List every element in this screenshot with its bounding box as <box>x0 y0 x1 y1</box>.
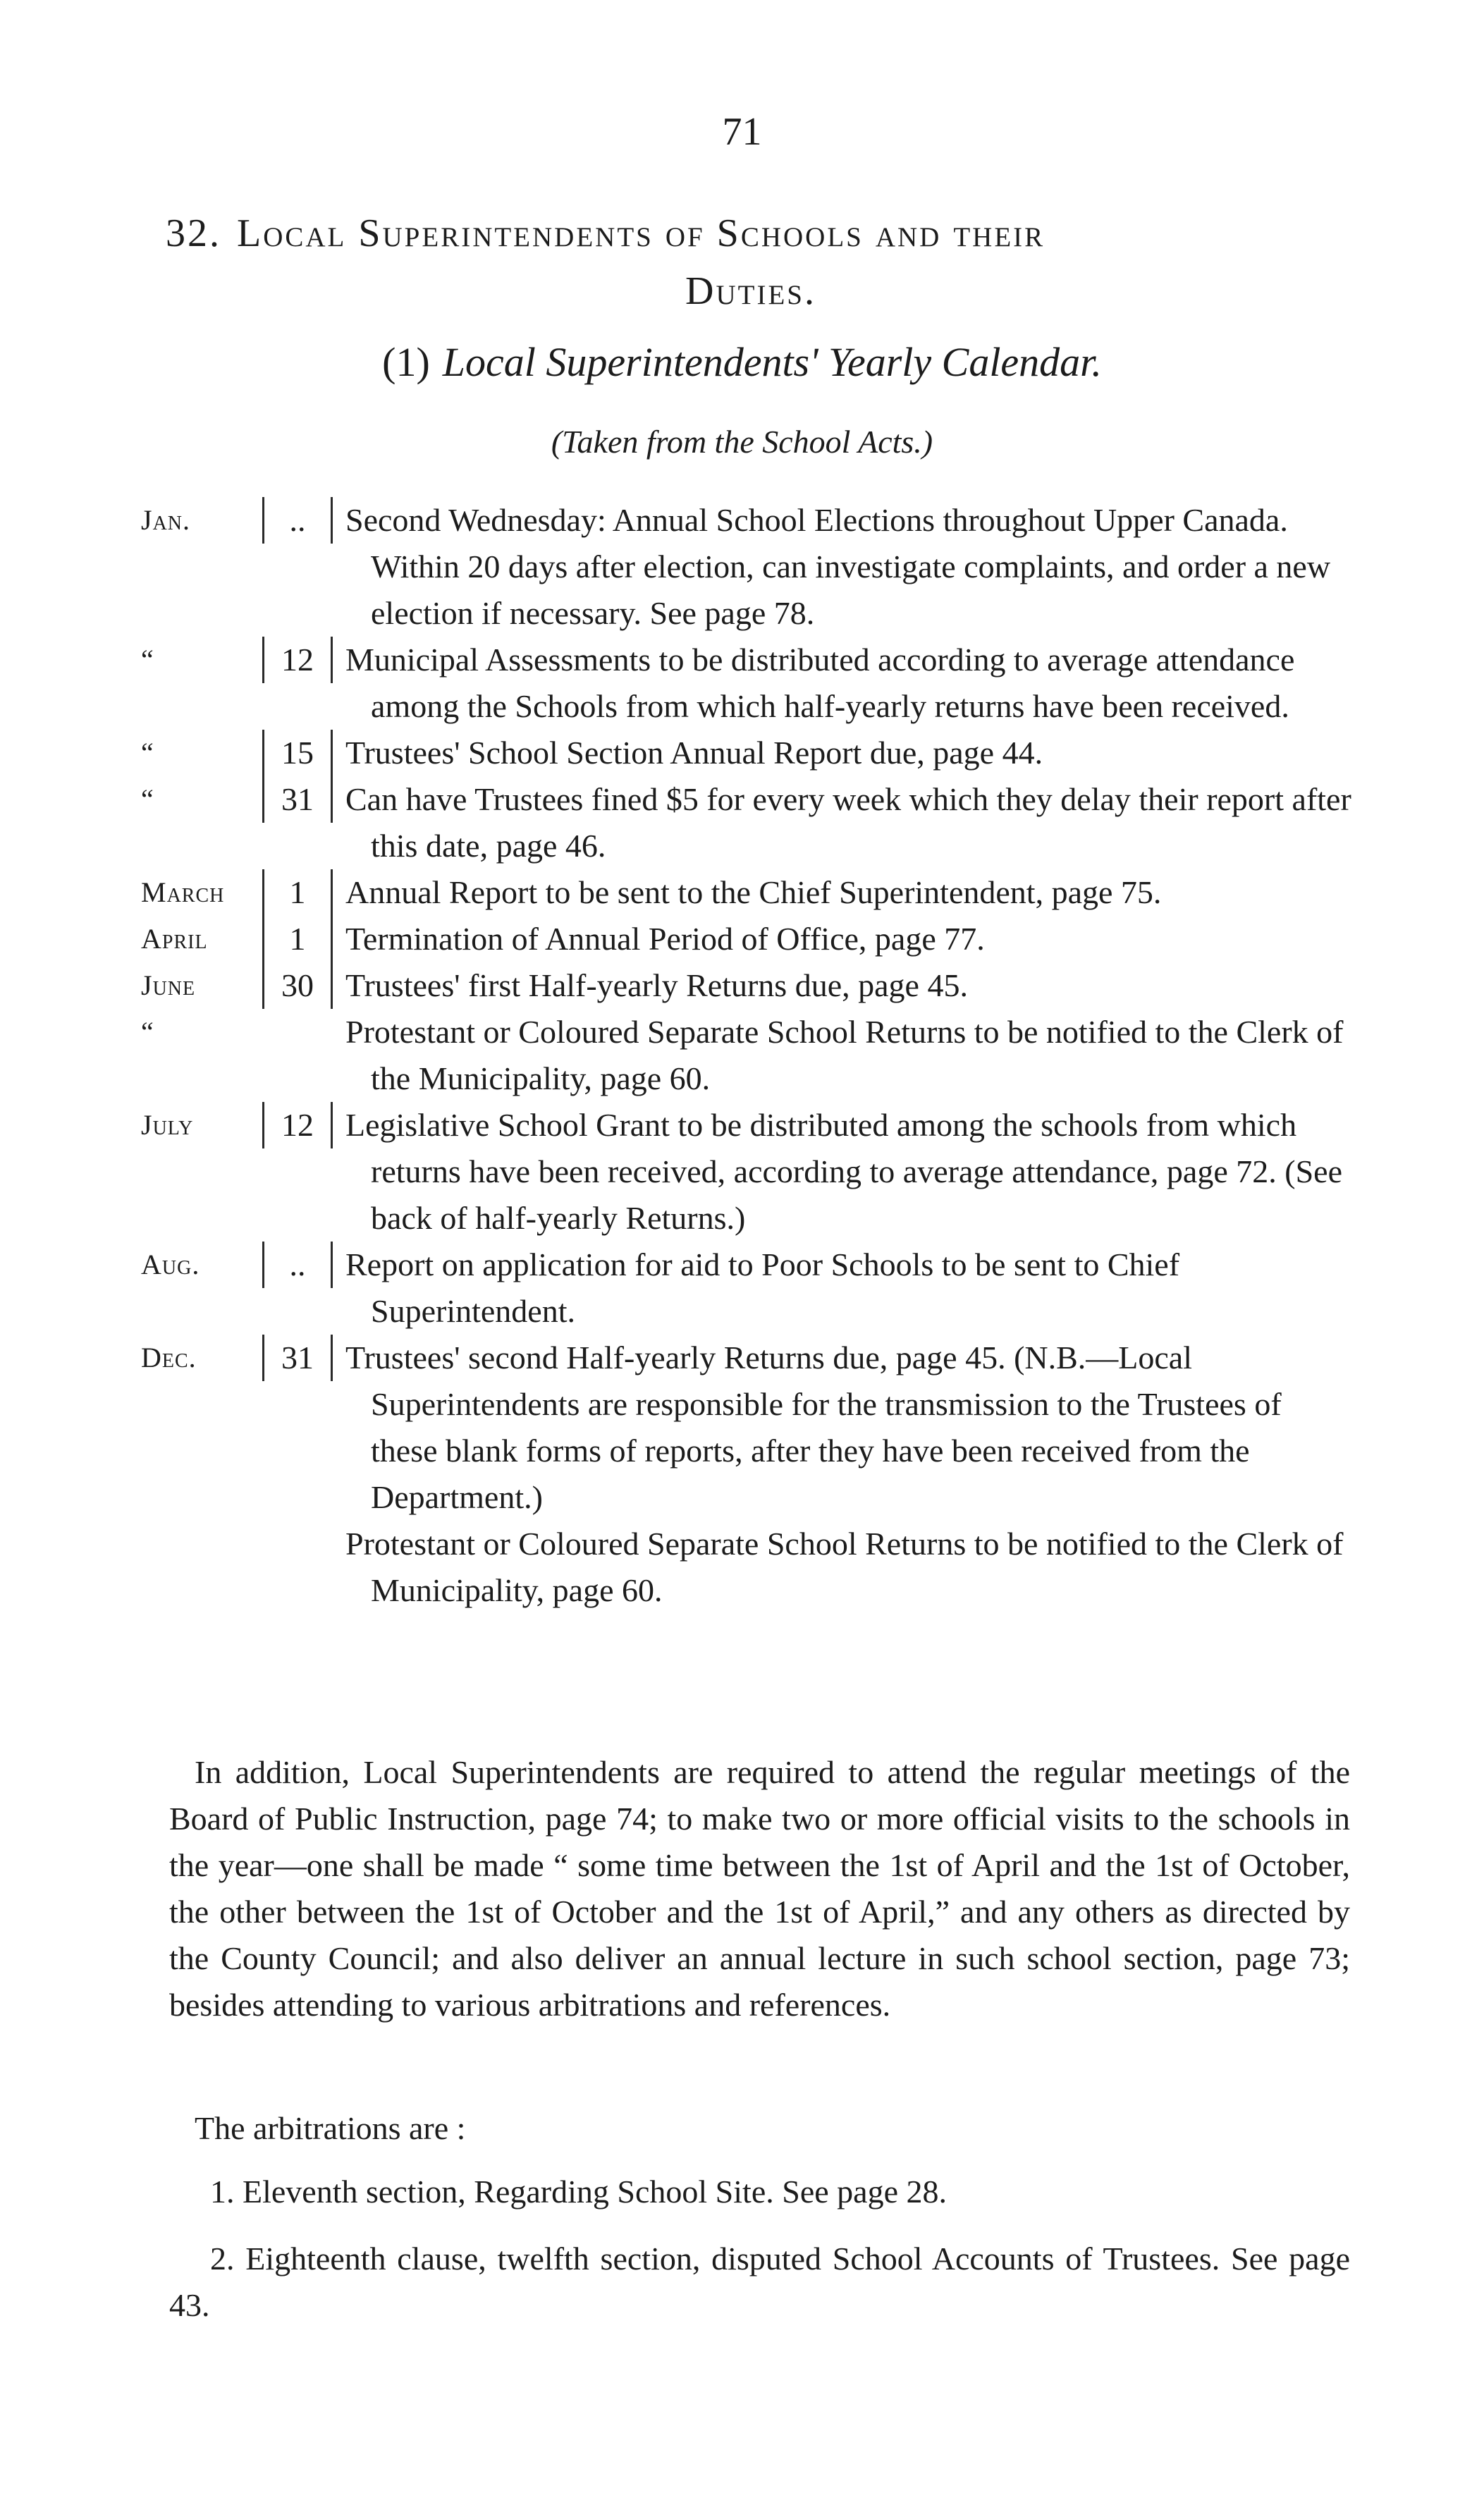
calendar-day: 15 <box>262 730 333 776</box>
calendar-month: Aug. <box>141 1249 200 1280</box>
calendar-row <box>141 916 1354 962</box>
calendar-day: .. <box>262 497 333 544</box>
calendar-row <box>141 1521 1354 1614</box>
duties-paragraph: In addition, Local Superintendents are required to attend the regular meetings of the Board of Public Instruction, page 74; to make two or more official visits to the schools in the year—one shall be made “ some time between the 1st of April and the 1st of October, the other between the 1st of October and the 1st of April,” and any others as directed by the County Council; and also deliver an annual lecture in such school section, page 73; besides attending to various arbitrations and references. <box>169 1754 1350 2023</box>
calendar-entry: Municipal Assessments to be distributed according to average attendance among the Schools from which half-yearly returns have been received. <box>345 642 1295 724</box>
calendar-entry: Annual Report to be sent to the Chief Superintendent, page 75. <box>345 874 1162 910</box>
calendar-day: .. <box>262 1242 333 1288</box>
calendar-entry: Trustees' second Half-yearly Returns due, page 45. (N.B.—Local Superintendents are responsible for the transmission to the Trustees of these blank forms of reports, after they have been received from the Department.) <box>345 1340 1282 1515</box>
subsection-heading <box>0 338 1484 386</box>
calendar-entry: Can have Trustees fined $5 for every week which they delay their report after this date, page 46. <box>345 781 1351 864</box>
subsection-title: Local Superintendents' Yearly Calendar. <box>442 339 1102 385</box>
calendar-row <box>141 1335 1354 1521</box>
calendar-month: June <box>141 969 196 1001</box>
calendar-row <box>141 730 1354 776</box>
calendar-row <box>141 637 1354 730</box>
calendar-row <box>141 497 1354 637</box>
calendar-entry: Trustees' School Section Annual Report due, page 44. <box>345 735 1043 771</box>
calendar-month: Dec. <box>141 1342 197 1373</box>
calendar-month: March <box>141 876 225 908</box>
arbitration-item-2: 2. Eighteenth clause, twelfth section, disputed School Accounts of Trustees. See page 43. <box>169 2241 1350 2323</box>
source-note: (Taken from the School Acts.) <box>551 424 933 460</box>
calendar-row <box>141 869 1354 916</box>
calendar-day: 31 <box>262 1335 333 1381</box>
section-number: 32. <box>166 212 221 255</box>
calendar-row <box>141 1102 1354 1242</box>
calendar-entry: Trustees' first Half-yearly Returns due, page 45. <box>345 967 968 1003</box>
calendar-row <box>141 962 1354 1009</box>
calendar-table <box>141 497 1354 1614</box>
calendar-month: Jan. <box>141 504 191 536</box>
arbitrations-intro: The arbitrations are : <box>195 2110 466 2146</box>
calendar-day: 31 <box>262 776 333 823</box>
page-number: 71 <box>722 110 762 154</box>
calendar-month: “ <box>141 737 154 768</box>
calendar-day: 12 <box>262 637 333 683</box>
calendar-entry: Termination of Annual Period of Office, page 77. <box>345 921 985 957</box>
calendar-month: “ <box>141 783 154 815</box>
calendar-row <box>141 776 1354 869</box>
calendar-entry: Legislative School Grant to be distributed among the schools from which returns have been received, according to average attendance, page 72. (See back of half-yearly Returns.) <box>345 1107 1343 1236</box>
calendar-month: July <box>141 1109 194 1141</box>
calendar-day: 1 <box>262 916 333 962</box>
calendar-day: 12 <box>262 1102 333 1148</box>
section-heading <box>166 204 1336 320</box>
calendar-day: 1 <box>262 869 333 916</box>
arbitration-item-1: 1. Eleventh section, Regarding School Site. See page 28. <box>210 2174 947 2210</box>
subsection-number: (1) <box>382 339 430 385</box>
section-title-line2: Duties. <box>685 269 816 313</box>
calendar-entry: Second Wednesday: Annual School Elections throughout Upper Canada. Within 20 days after election, can investigate complaints, and order a new election if necessary. See page 78. <box>345 502 1331 631</box>
calendar-month: “ <box>141 1016 154 1048</box>
calendar-entry: Protestant or Coloured Separate School Returns to be notified to the Clerk of Municipality, page 60. <box>345 1526 1344 1608</box>
calendar-entry: Protestant or Coloured Separate School Returns to be notified to the Clerk of the Municipality, page 60. <box>345 1014 1344 1096</box>
calendar-entry: Report on application for aid to Poor Schools to be sent to Chief Superintendent. <box>345 1246 1180 1329</box>
calendar-day: 30 <box>262 962 333 1009</box>
calendar-month: April <box>141 923 208 955</box>
calendar-row <box>141 1009 1354 1102</box>
calendar-month: “ <box>141 644 154 675</box>
calendar-row <box>141 1242 1354 1335</box>
section-title-line1: Local Superintendents of Schools and their <box>237 212 1045 255</box>
